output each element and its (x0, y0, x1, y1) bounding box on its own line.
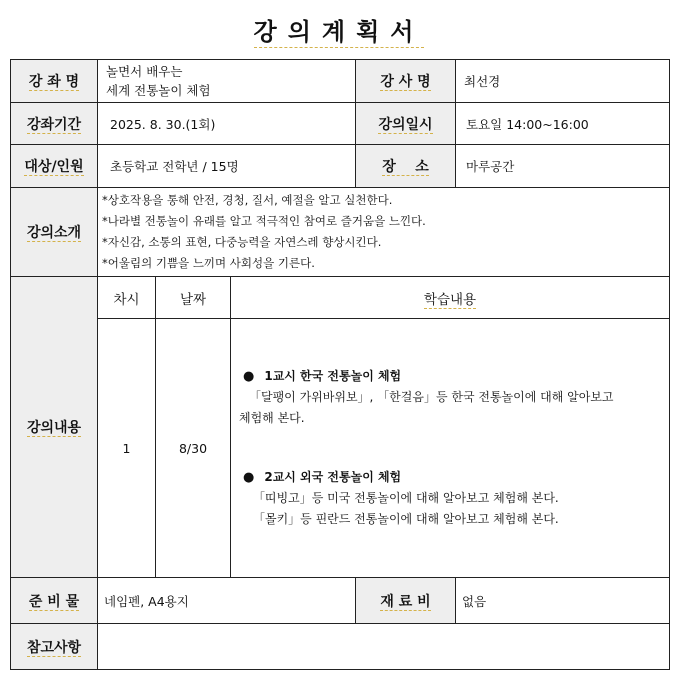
session2-line1: 「띠빙고」등 미국 전통놀이에 대해 알아보고 체험해 본다. (253, 491, 559, 505)
course-name-line1: 놀면서 배우는 (106, 64, 183, 79)
row-target (11, 145, 670, 188)
col-date-header: 날짜 (156, 277, 231, 319)
datetime-label: 강의일시 (356, 103, 456, 145)
place-label: 장 소 (356, 145, 456, 188)
target-label: 대상/인원 (11, 145, 98, 188)
page-title: 강의계획서 (253, 18, 425, 46)
period-value: 2025. 8. 30.(1회) (98, 103, 356, 145)
notes-value (98, 624, 670, 670)
period-label: 강좌기간 (11, 103, 98, 145)
row-period (11, 103, 670, 145)
session1-heading: ● 1교시 한국 전통놀이 체험 (243, 369, 402, 384)
content-label: 강의내용 (11, 277, 98, 578)
instructor-value: 최선경 (456, 60, 670, 103)
target-value: 초등학교 전학년 / 15명 (98, 145, 356, 188)
session2-line2: 「몰키」등 핀란드 전통놀이에 대해 알아보고 체험해 본다. (253, 512, 559, 526)
course-name-line2: 세계 전통놀이 체험 (106, 83, 211, 98)
notes-label: 참고사항 (11, 624, 98, 670)
intro-value (98, 188, 670, 277)
course-name-label: 강 좌 명 (11, 60, 98, 103)
bullet-icon: ● (243, 369, 255, 384)
row-content-body (11, 319, 670, 578)
row-notes (11, 624, 670, 670)
row-materials (11, 578, 670, 624)
session1-line2: 체험해 본다. (239, 411, 305, 425)
bullet-icon: ● (243, 470, 255, 485)
materials-label: 준 비 물 (11, 578, 98, 624)
fee-value: 없음 (456, 578, 670, 624)
intro-label: 강의소개 (11, 188, 98, 277)
session-content (231, 319, 670, 578)
lecture-plan-table (10, 59, 670, 670)
course-name-value (98, 60, 356, 103)
intro-line: *어울림의 기쁨을 느끼며 사회성을 기른다. (102, 256, 315, 270)
row-intro (11, 188, 670, 277)
datetime-value: 토요일 14:00~16:00 (456, 103, 670, 145)
materials-value: 네임펜, A4용지 (98, 578, 356, 624)
col-content-header: 학습내용 (231, 277, 670, 319)
row-content-header (11, 277, 670, 319)
intro-line: *상호작용을 통해 안전, 경청, 질서, 예절을 알고 실천한다. (102, 193, 393, 207)
intro-line: *자신감, 소통의 표현, 다중능력을 자연스레 향상시킨다. (102, 235, 382, 249)
session-number: 1 (98, 319, 156, 578)
session-date: 8/30 (156, 319, 231, 578)
fee-label: 재 료 비 (356, 578, 456, 624)
row-course (11, 60, 670, 103)
session2-heading: ● 2교시 외국 전통놀이 체험 (243, 470, 402, 485)
session1-line1: 「달팽이 가위바위보」, 「한걸음」등 한국 전통놀이에 대해 알아보고 (249, 390, 614, 404)
place-value: 마루공간 (456, 145, 670, 188)
col-session-header: 차시 (98, 277, 156, 319)
intro-line: *나라별 전통놀이 유래를 알고 적극적인 참여로 즐거움을 느낀다. (102, 214, 426, 228)
instructor-label: 강 사 명 (356, 60, 456, 103)
